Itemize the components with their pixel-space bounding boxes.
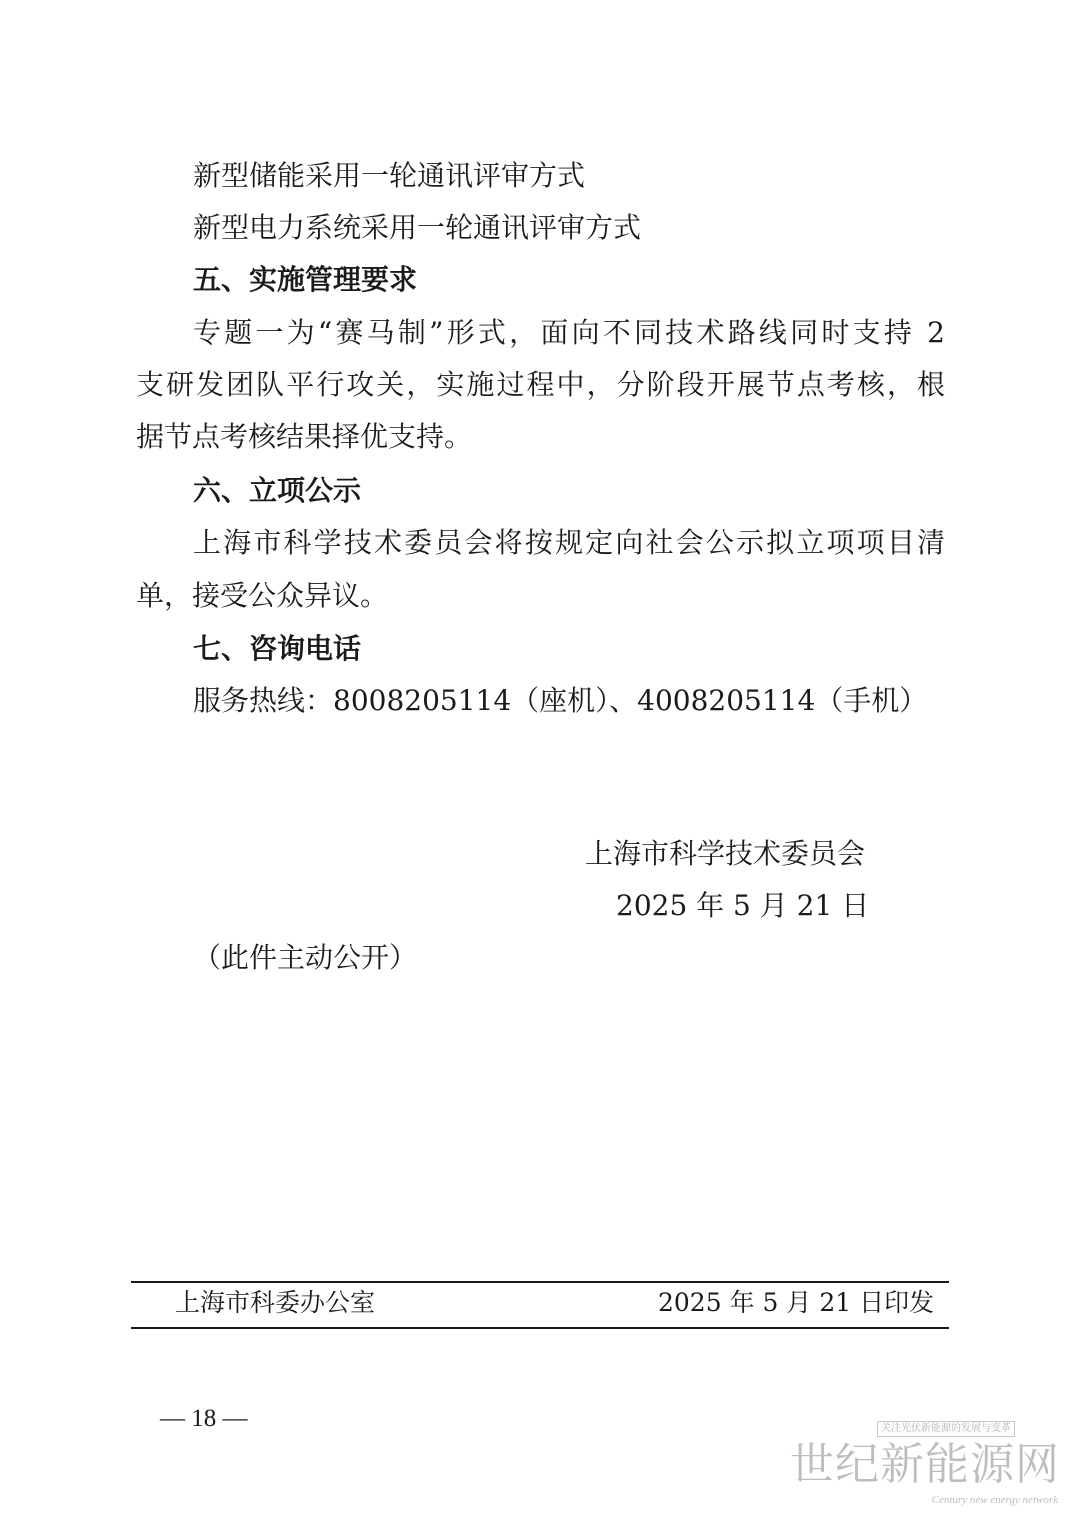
- review-method-line-power-system: 新型电力系统采用一轮通讯评审方式: [193, 211, 642, 244]
- footer-issuer: 上海市科委办公室: [175, 1288, 376, 1317]
- section-6-paragraph-line-1: 上海市科学技术委员会将按规定向社会公示拟立项项目清: [193, 526, 945, 559]
- section-5-paragraph-line-2: 支研发团队平行攻关，实施过程中，分阶段开展节点考核，根: [136, 368, 945, 401]
- watermark-name: 世纪新能源网: [790, 1439, 1060, 1490]
- service-hotline: 服务热线：8008205114（座机）、4008205114（手机）: [193, 684, 928, 717]
- disclosure-note: （此件主动公开）: [193, 941, 418, 974]
- signature-date: 2025 年 5 月 21 日: [616, 889, 870, 922]
- watermark-tagline: 关注光伏新能源的发展与变革: [877, 1421, 1015, 1437]
- section-5-paragraph-line-1: 专题一为“赛马制”形式，面向不同技术路线同时支持 2: [193, 316, 945, 349]
- section-5-paragraph-line-3: 据节点考核结果择优支持。: [136, 420, 473, 453]
- page-number: — 18 —: [160, 1405, 248, 1432]
- signature-organization: 上海市科学技术委员会: [585, 837, 866, 870]
- footer-bottom-rule: [131, 1327, 949, 1329]
- watermark-english: Century new energy network: [931, 1494, 1058, 1506]
- review-method-line-storage: 新型储能采用一轮通讯评审方式: [193, 159, 586, 192]
- footer-issue-date: 2025 年 5 月 21 日印发: [658, 1288, 935, 1317]
- section-7-heading: 七、咨询电话: [193, 632, 362, 665]
- section-6-paragraph-line-2: 单，接受公众异议。: [136, 579, 389, 612]
- footer-top-rule: [131, 1281, 949, 1283]
- watermark-logo: [790, 1421, 1060, 1517]
- section-5-heading: 五、实施管理要求: [193, 263, 418, 296]
- section-6-heading: 六、立项公示: [193, 474, 362, 507]
